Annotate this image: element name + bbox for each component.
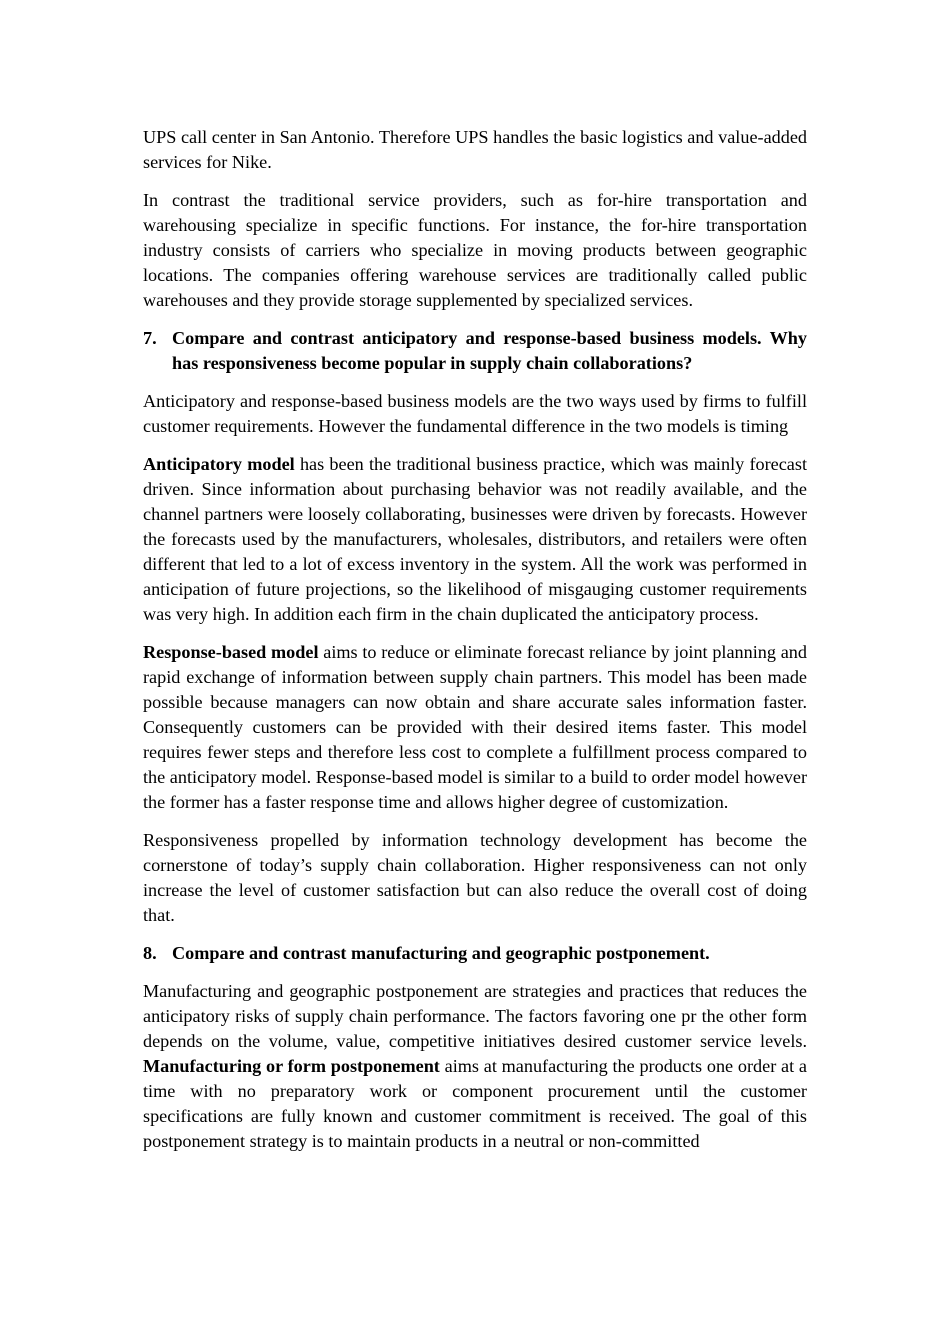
paragraph-anticipatory-and-response-based-intro: Anticipatory and response-based business models are the two ways used by firms to fulfill customer requirements. However the fundamental difference in the two models is timing — [143, 391, 807, 436]
question-8 — [143, 941, 807, 966]
paragraph-responsiveness: Responsiveness propelled by information technology development has become the cornerstone of today’s supply chain collaboration. Higher responsiveness can not only increase the level of customer satisfaction but can also reduce the overall cost of doing that. — [143, 830, 807, 925]
bold-manufacturing-or-form-postponement: Manufacturing or form postponement — [143, 1056, 440, 1076]
paragraph-ups-call-center: UPS call center in San Antonio. Therefore UPS handles the basic logistics and value-added services for Nike. — [143, 127, 807, 172]
paragraph-anticipatory-model-rest: has been the traditional business practice, which was mainly forecast driven. Since information about purchasing behavior was not readily available, and the channel partners were loosely collaborating, businesses were driven by forecasts. However the forecasts used by the manufacturers, wholesales, distributors, and retailers were often different that led to a lot of excess inventory in the system. All the work was performed in anticipation of future projections, so the likelihood of misgauging customer requirements was very high. In addition each firm in the chain duplicated the anticipatory process. — [143, 454, 807, 624]
question-7 — [143, 326, 807, 376]
paragraph-traditional-service-providers: In contrast the traditional service providers, such as for-hire transportation and warehousing specialize in specific functions. For instance, the for-hire transportation industry consists of carriers who specialize in moving products between geographic locations. The companies offering warehouse services are traditionally called public warehouses and they provide storage supplemented by specialized services. — [143, 190, 807, 310]
paragraph-postponement-before: Manufacturing and geographic postponement are strategies and practices that reduces the anticipatory risks of supply chain performance. The factors favoring one pr the other form depends on the volume, value, competitive initiatives desired customer service levels. — [143, 981, 807, 1051]
paragraph-postponement-after: aims at manufacturing the products one order at a time with no preparatory work or component procurement until the customer specifications are fully known and customer commitment is received. The goal of this postponement strategy is to maintain products in a neutral or non-committed — [143, 1056, 807, 1151]
lead-anticipatory-model: Anticipatory model — [143, 454, 295, 474]
question-7-text: Compare and contrast anticipatory and response-based business models. Why has responsiveness become popular in supply chain collaborations? — [172, 328, 807, 373]
question-8-number: 8. — [143, 943, 157, 963]
paragraph-response-based-model — [143, 640, 807, 815]
question-8-text: Compare and contrast manufacturing and geographic postponement. — [172, 943, 710, 963]
question-7-number: 7. — [143, 328, 157, 348]
lead-response-based-model: Response-based model — [143, 642, 319, 662]
paragraph-postponement — [143, 979, 807, 1154]
document-body — [143, 125, 807, 1154]
paragraph-anticipatory-model — [143, 452, 807, 627]
paragraph-response-based-model-rest: aims to reduce or eliminate forecast reliance by joint planning and rapid exchange of information between supply chain partners. This model has been made possible because managers can now obtain and share accurate sales information faster. Consequently customers can be provided with their desired items faster. This model requires fewer steps and therefore less cost to complete a fulfillment process compared to the anticipatory model. Response-based model is similar to a build to order model however the former has a faster response time and allows higher degree of customization. — [143, 642, 807, 812]
